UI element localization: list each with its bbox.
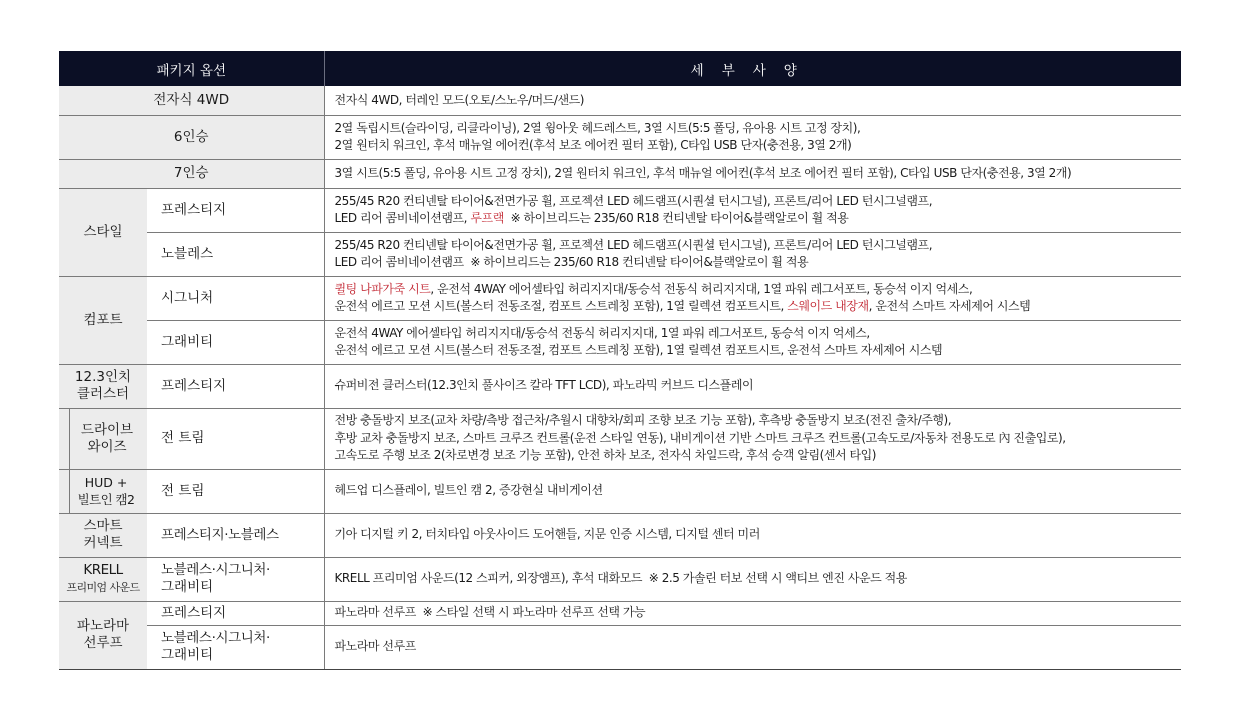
highlight-text: 루프랙: [470, 211, 504, 225]
group-label: KRELL: [83, 562, 123, 578]
detail-cell: [324, 320, 1181, 364]
sub-cell: 전 트림: [147, 408, 324, 469]
group-cell: [59, 513, 147, 557]
group-label: HUD +: [84, 475, 128, 490]
group-label: 빌트인 캠2: [77, 492, 135, 507]
group-cell: [59, 557, 147, 601]
group-label: 와이즈: [87, 438, 127, 455]
detail-line: 고속도로 주행 보조 2(차로변경 보조 기능 포함), 안전 하차 보조, 전자식 차일드락, 후석 승객 알림(센서 타입): [334, 448, 876, 463]
sub-cell: 시그니처: [147, 276, 324, 320]
group-cell: 7인승: [59, 159, 324, 188]
detail-line: 운전석 4WAY 에어셀타입 허리지지대/동승석 전동식 허리지지대, 1열 파워 레그서포트, 동승석 이지 억세스,: [334, 325, 870, 340]
group-cell: 스타일: [59, 188, 147, 276]
group-label: 드라이브: [80, 421, 134, 438]
group-label: 스마트: [83, 518, 123, 534]
table-row: [59, 159, 1181, 188]
table-row: [59, 320, 1181, 364]
detail-cell: [324, 115, 1181, 159]
detail-line: 255/45 R20 컨티넨탈 타이어&전면가공 휠, 프로젝션 LED 헤드램프(시퀀셜 턴시그널), 프론트/리어 LED 턴시그널램프,: [334, 237, 933, 252]
detail-line: 3열 시트(5:5 폴딩, 유아용 시트 고정 장치), 2열 원터치 워크인, 후석 매뉴얼 에어컨(후석 보조 에어컨 필터 포함), C타입 USB 단자(충전용, 3열 2개): [334, 165, 1072, 180]
table-row: [59, 601, 1181, 625]
sub-cell: 프레스티지: [147, 364, 324, 408]
detail-line: 2열 독립시트(슬라이딩, 리클라이닝), 2열 윙아웃 헤드레스트, 3열 시트(5:5 폴딩, 유아용 시트 고정 장치),: [334, 120, 861, 135]
table-row: [59, 276, 1181, 320]
group-cell: 전자식 4WD: [59, 86, 324, 115]
detail-line: 전자식 4WD, 터레인 모드(오토/스노우/머드/샌드): [334, 92, 585, 107]
sub-label: 노블레스·시그니처·: [161, 562, 270, 578]
table-row: [59, 232, 1181, 276]
detail-line: 운전석 에르고 모션 시트(볼스터 전동조절, 컴포트 스트레칭 포함), 1열 릴렉션 컴포트시트, 운전석 스마트 자세제어 시스템: [334, 343, 943, 357]
header-details: 세부사양: [324, 51, 1181, 86]
detail-line: [335, 298, 1182, 316]
detail-cell: [324, 232, 1181, 276]
sub-label: 그래비티: [161, 647, 214, 663]
group-label: 클러스터: [76, 386, 130, 402]
group-label: 12.3인치: [74, 369, 132, 385]
group-label: 프리미엄 사운드: [66, 581, 140, 594]
sub-cell: 프레스티지: [147, 188, 324, 232]
detail-cell: [324, 188, 1181, 232]
detail-cell: 슈퍼비전 클러스터(12.3인치 풀사이즈 칼라 TFT LCD), 파노라믹 커브드 디스플레이: [324, 364, 1181, 408]
sub-cell: 프레스티지·노블레스: [147, 513, 324, 557]
detail-cell: 파노라마 선루프: [324, 625, 1181, 669]
detail-cell: [324, 159, 1181, 188]
detail-text: LED 리어 콤비네이션램프,: [334, 211, 471, 225]
sub-cell: 그래비티: [147, 320, 324, 364]
sub-label: 노블레스·시그니처·: [161, 630, 270, 646]
sub-cell: 전 트림: [147, 469, 324, 513]
sub-cell: [147, 625, 324, 669]
detail-line: [335, 281, 1182, 299]
group-cell: 6인승: [59, 115, 324, 159]
group-cell: 컴포트: [59, 276, 147, 364]
detail-cell: [324, 276, 1181, 320]
detail-line: 후방 교차 충돌방지 보조, 스마트 크루즈 컨트롤(운전 스타일 연동), 내비게이션 기반 스마트 크루즈 컨트롤(고속도로/자동차 전용도로 內 진출입로),: [334, 430, 1066, 445]
sub-cell: 노블레스: [147, 232, 324, 276]
group-cell: [59, 469, 147, 513]
detail-text: , 운전석 4WAY 에어셀타입 허리지지대/동승석 전동식 허리지지대, 1열 파워 레그서포트, 동승석 이지 억세스,: [430, 281, 973, 296]
group-label: 커넥트: [83, 535, 123, 551]
sub-cell: [147, 557, 324, 601]
highlight-text: 스웨이드 내장재: [787, 299, 869, 313]
sub-cell: 프레스티지: [147, 601, 324, 625]
detail-cell: 기아 디지털 키 2, 터치타입 아웃사이드 도어핸들, 지문 인증 시스템, 디지털 센터 미러: [324, 513, 1181, 557]
package-options-table: [59, 51, 1181, 670]
detail-text: ※ 하이브리드는 235/60 R18 컨티넨탈 타이어&블랙알로이 휠 적용: [503, 211, 849, 225]
table-row: [59, 469, 1181, 513]
table-row: [59, 188, 1181, 232]
detail-text: 운전석 에르고 모션 시트(볼스터 전동조절, 컴포트 스트레칭 포함), 1열 릴렉션 컴포트시트,: [334, 299, 788, 313]
detail-line: 255/45 R20 컨티넨탈 타이어&전면가공 휠, 프로젝션 LED 헤드램프(시퀀셜 턴시그널), 프론트/리어 LED 턴시그널램프,: [334, 193, 933, 208]
detail-line: 전방 충돌방지 보조(교차 차량/측방 접근차/추월시 대향차/회피 조향 보조 기능 포함), 후측방 충돌방지 보조(전진 출차/주행),: [334, 413, 952, 428]
table-row: [59, 625, 1181, 669]
group-label: 선루프: [83, 635, 123, 651]
detail-cell: [324, 408, 1181, 469]
detail-line: LED 리어 콤비네이션램프 ※ 하이브리드는 235/60 R18 컨티넨탈 타이어&블랙알로이 휠 적용: [334, 255, 809, 269]
table-row: [59, 115, 1181, 159]
table-row: [59, 364, 1181, 408]
table-row: [59, 557, 1181, 601]
detail-cell: KRELL 프리미엄 사운드(12 스피커, 외장앰프), 후석 대화모드 ※ 2.5 가솔린 터보 선택 시 액티브 엔진 사운드 적용: [324, 557, 1181, 601]
table-row: [59, 408, 1181, 469]
group-cell: [59, 601, 147, 669]
group-cell: [59, 408, 147, 469]
table-row: [59, 86, 1181, 115]
detail-cell: 파노라마 선루프 ※ 스타일 선택 시 파노라마 선루프 선택 가능: [324, 601, 1181, 625]
detail-cell: [324, 86, 1181, 115]
table-header-row: [59, 51, 1181, 86]
table-row: [59, 513, 1181, 557]
detail-line: [335, 210, 1182, 228]
header-package-options: 패키지 옵션: [59, 51, 324, 86]
group-label: 파노라마: [76, 618, 130, 634]
highlight-text: 퀼팅 나파가죽 시트: [334, 281, 431, 296]
detail-text: , 운전석 스마트 자세제어 시스템: [868, 299, 1031, 313]
group-cell: [59, 364, 147, 408]
detail-cell: 헤드업 디스플레이, 빌트인 캠 2, 증강현실 내비게이션: [324, 469, 1181, 513]
detail-line: 2열 원터치 워크인, 후석 매뉴얼 에어컨(후석 보조 에어컨 필터 포함), C타입 USB 단자(충전용, 3열 2개): [334, 138, 852, 152]
sub-label: 그래비티: [161, 579, 214, 595]
